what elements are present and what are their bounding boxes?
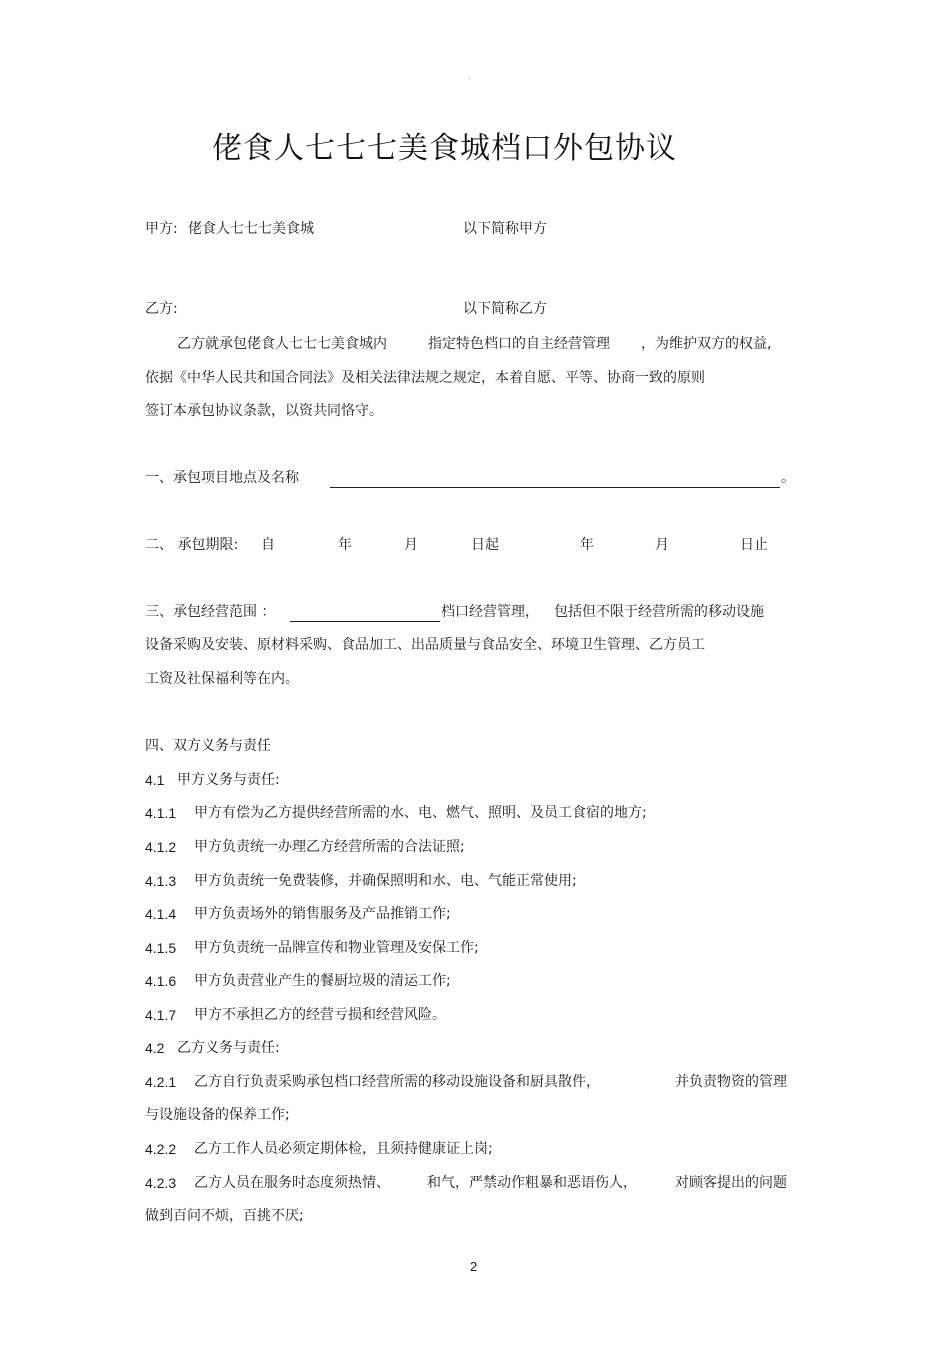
party-a-alias: 以下简称甲方 [463,221,547,237]
clause-text: 乙方自行负责采购承包档口经营所需的移动设施设备和厨具散件， [194,1074,600,1090]
section3-blank-line [290,621,440,622]
header-mark: 。 [468,72,476,81]
party-b-alias: 以下简称乙方 [463,301,547,317]
clause-4-1-number: 4.1 [145,772,165,788]
section2-start: 日起 [471,537,499,553]
document-title: 佬食人七七七美食城档口外包协议 [212,131,677,166]
page-number: 2 [470,1259,478,1274]
intro-line1-part3: ，为维护双方的权益, [641,336,772,352]
section3-after-blank: 档口经营管理， [441,604,539,620]
clause-number: 4.2.1 [145,1074,177,1090]
clause-number: 4.1.6 [145,973,177,989]
section3-line3: 工资及社保福利等在内。 [145,671,299,687]
clause-text: 甲方负责统一免费装修，并确保照明和水、电、气能正常使用; [194,873,577,889]
section1-blank-line [330,487,780,488]
clause-text: 乙方人员在服务时态度须热情、 [194,1175,390,1191]
clause-continuation: 做到百问不烦，百挑不厌; [145,1208,304,1224]
clause-text: 甲方负责营业产生的餐厨垃圾的清运工作; [194,973,451,989]
clause-text: 甲方不承担乙方的经营亏损和经营风险。 [194,1007,446,1023]
section2-year2: 年 [580,537,594,553]
section4-heading: 四、双方义务与责任 [145,738,271,754]
intro-line1-part1: 乙方就承包佬食人七七七美食城内 [177,336,387,352]
clause-text: 甲方负责统一品牌宣传和物业管理及安保工作; [194,940,479,956]
clause-number: 4.1.4 [145,906,177,922]
clause-4-2-number: 4.2 [145,1040,165,1056]
section2-month1: 月 [404,537,418,553]
section3-line2: 设备采购及安装、原材料采购、食品加工、出品质量与食品安全、环境卫生管理、乙方员工 [145,637,705,653]
clause-text: 甲方负责场外的销售服务及产品推销工作; [194,906,451,922]
party-a-name: 佬食人七七七美食城 [188,221,314,237]
section1-label: 一、承包项目地点及名称 [145,470,299,486]
section2-end: 日止 [740,537,768,553]
clause-number: 4.1.3 [145,873,177,889]
section2-from: 自 [261,537,275,553]
clause-continuation: 与设施设备的保养工作; [145,1107,290,1123]
section2-month2: 月 [655,537,669,553]
intro-line1-part2: 指定特色档口的自主经营管理 [428,336,610,352]
clause-4-2-text: 乙方义务与责任: [177,1040,280,1056]
intro-line3: 签订本承包协议条款，以资共同恪守。 [145,403,383,419]
clause-text: 甲方负责统一办理乙方经营所需的合法证照; [194,839,465,855]
section1-end: 。 [781,470,795,486]
clause-text: 乙方工作人员必须定期体检，且须持健康证上岗; [194,1141,493,1157]
clause-text: 甲方有偿为乙方提供经营所需的水、电、燃气、照明、及员工食宿的地方; [194,805,647,821]
party-b-label: 乙方: [145,301,178,317]
clause-number: 4.2.3 [145,1175,177,1191]
intro-line2: 依据《中华人民共和国合同法》及相关法律法规之规定，本着自愿、平等、协商一致的原则 [145,370,705,386]
section2-year1: 年 [338,537,352,553]
clause-4-1-text: 甲方义务与责任: [177,772,280,788]
clause-number: 4.1.1 [145,805,177,821]
clause-text: 和气，严禁动作粗暴和恶语伤人， [427,1175,637,1191]
party-a-label: 甲方: [145,221,178,237]
section3-tail: 包括但不限于经营所需的移动设施 [554,604,764,620]
clause-text: 对顾客提出的问题 [675,1175,787,1191]
clause-number: 4.2.2 [145,1141,177,1157]
section3-label: 三、承包经营范围 ： [145,604,276,620]
clause-number: 4.1.2 [145,839,177,855]
clause-text: 并负责物资的管理 [675,1074,787,1090]
clause-number: 4.1.7 [145,1007,177,1023]
clause-number: 4.1.5 [145,940,177,956]
section2-label: 二、 承包期限: [145,537,239,553]
